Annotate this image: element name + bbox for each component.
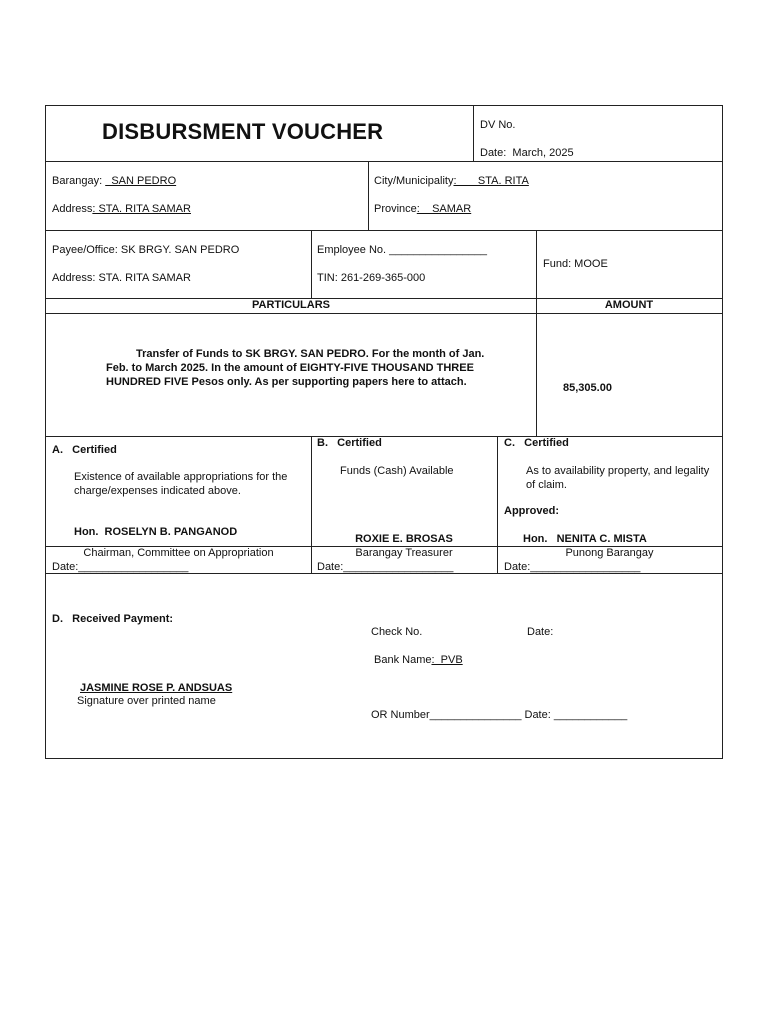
payee-office: Payee/Office: SK BRGY. SAN PEDRO bbox=[52, 244, 240, 256]
cert-a-signatory: Hon. ROSELYN B. PANGANOD bbox=[74, 526, 238, 538]
amount-header: AMOUNT bbox=[604, 299, 654, 311]
cert-c-position: Punong Barangay bbox=[565, 547, 654, 559]
employee-no: Employee No. ________________ bbox=[317, 244, 488, 256]
bank-name-field bbox=[374, 654, 463, 667]
cert-c-date: Date:__________________ bbox=[504, 561, 641, 573]
province-value: : SAMAR bbox=[416, 203, 472, 215]
dv-no-label: DV No. bbox=[480, 119, 516, 131]
barangay-value: SAN PEDRO bbox=[105, 175, 177, 187]
tin: TIN: 261-269-365-000 bbox=[317, 272, 426, 284]
city-field bbox=[374, 175, 529, 188]
divider bbox=[46, 313, 722, 314]
bank-name-value: : PVB bbox=[431, 654, 463, 666]
cert-b-date: Date:__________________ bbox=[317, 561, 454, 573]
or-number-field: OR Number_______________ Date: ____________ bbox=[371, 709, 628, 721]
divider bbox=[46, 161, 722, 162]
cert-c-approved: Approved: bbox=[504, 505, 559, 517]
fund: Fund: MOOE bbox=[543, 258, 608, 270]
cert-a-label: A. Certified bbox=[52, 444, 117, 456]
cert-b-position: Barangay Treasurer bbox=[355, 547, 453, 559]
divider bbox=[473, 106, 474, 161]
cert-b-text: Funds (Cash) Available bbox=[340, 465, 454, 477]
cert-c-signatory: Hon. NENITA C. MISTA bbox=[523, 533, 647, 545]
address-field bbox=[52, 203, 191, 216]
divider bbox=[536, 230, 537, 436]
divider bbox=[46, 230, 722, 231]
cert-c-label: C. Certified bbox=[504, 437, 569, 449]
check-no-label: Check No. bbox=[371, 626, 423, 638]
particulars-header: PARTICULARS bbox=[251, 299, 330, 311]
received-payment-label: D. Received Payment: bbox=[52, 613, 174, 625]
amount-value: 85,305.00 bbox=[563, 382, 612, 394]
particulars-description: Transfer of Funds to SK BRGY. SAN PEDRO. For the month of Jan. Feb. to March 2025. In the amount of EIGHTY-FIVE THOUSAND THREE HUNDRED FIVE Pesos only. As per supporting papers here to attach. bbox=[106, 348, 485, 388]
divider bbox=[311, 230, 312, 298]
signature-caption: Signature over printed name bbox=[77, 695, 216, 707]
disbursement-voucher-form bbox=[45, 105, 723, 759]
payment-date-label: Date: bbox=[527, 626, 554, 638]
date-value: March, 2025 bbox=[512, 147, 574, 159]
province-field bbox=[374, 203, 471, 216]
barangay-label: Barangay: bbox=[52, 175, 103, 187]
divider bbox=[46, 436, 722, 437]
city-label: City/Municipality bbox=[374, 175, 454, 187]
divider bbox=[368, 161, 369, 230]
province-label: Province bbox=[374, 203, 417, 215]
barangay-field bbox=[52, 175, 176, 188]
cert-a-text: Existence of available appropriations for the charge/expenses indicated above. bbox=[74, 471, 288, 497]
recipient-name: JASMINE ROSE P. ANDSUAS bbox=[80, 682, 233, 694]
cert-a-date: Date:__________________ bbox=[52, 561, 189, 573]
cert-c-text: As to availability property, and legality of claim. bbox=[526, 465, 710, 491]
date-field bbox=[480, 147, 574, 160]
cert-b-signatory: ROXIE E. BROSAS bbox=[355, 533, 453, 545]
cert-a-position: Chairman, Committee on Appropriation bbox=[83, 547, 274, 559]
payee-address: Address: STA. RITA SAMAR bbox=[52, 272, 191, 284]
page-title: DISBURSMENT VOUCHER bbox=[102, 119, 384, 144]
address-label: Address bbox=[52, 203, 93, 215]
bank-name-label: Bank Name bbox=[374, 654, 432, 666]
cert-b-label: B. Certified bbox=[317, 437, 382, 449]
date-label: Date: bbox=[480, 147, 507, 159]
city-value: : STA. RITA bbox=[453, 175, 529, 187]
address-value: : STA. RITA SAMAR bbox=[92, 203, 191, 215]
